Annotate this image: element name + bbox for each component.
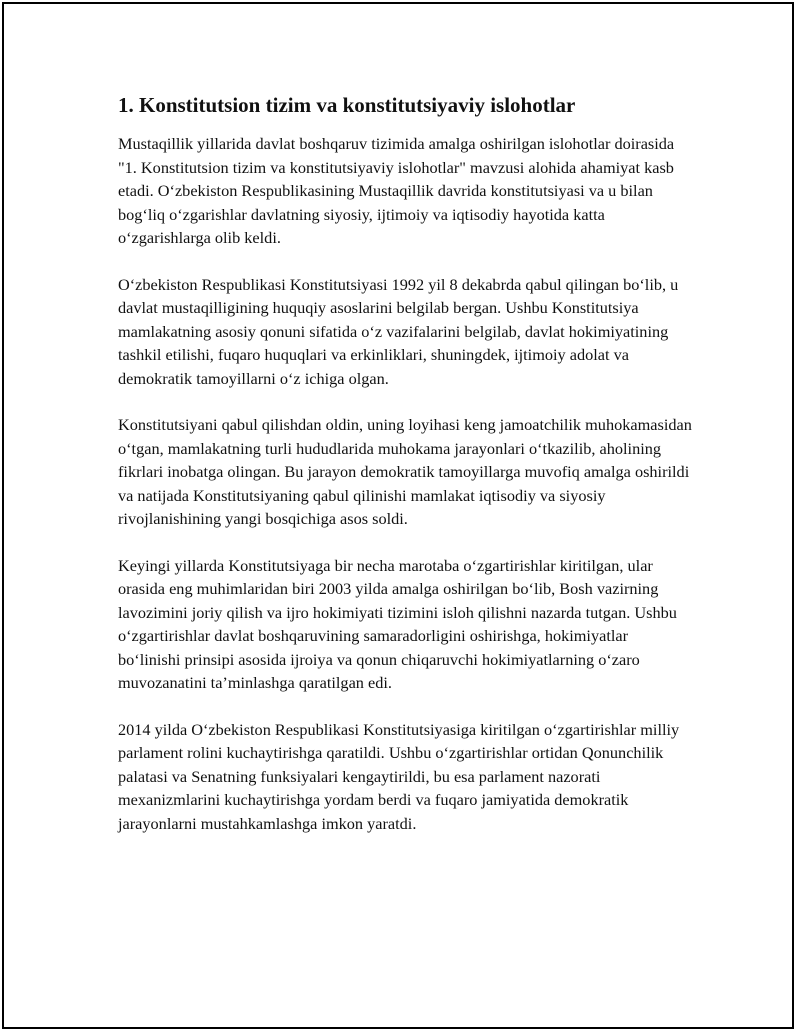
document-body xyxy=(118,92,693,858)
paragraph-5: 2014 yilda O‘zbekiston Respublikasi Konstitutsiyasiga kiritilgan o‘zgartirishlar milliy parlament rolini kuchaytirishga qaratildi. Ushbu o‘zgartirishlar ortidan Qonunchilik palatasi va Senatning funksiyalari kengaytirildi, bu esa parlament nazorati mexanizmlarini kuchaytirishga yordam berdi va fuqaro jamiyatida demokratik jarayonlarni mustahkamlashga imkon yaratdi. xyxy=(118,719,680,833)
paragraph-1: Mustaqillik yillarida davlat boshqaruv tizimida amalga oshirilgan islohotlar doirasida "1. Konstitutsion tizim va konstitutsiyaviy islohotlar" mavzusi alohida ahamiyat kasb etadi. O‘zbekiston Respublikasining Mustaqillik davrida konstitutsiyasi va u bilan bog‘liq o‘zgarishlar davlatning siyosiy, ijtimoiy va iqtisodiy hayotida katta o‘zgarishlarga olib keldi. xyxy=(118,134,675,247)
paragraph-2: O‘zbekiston Respublikasi Konstitutsiyasi 1992 yil 8 dekabrda qabul qilingan bo‘lib, u davlat mustaqilligining huquqiy asoslarini belgilab bergan. Ushbu Konstitutsiya mamlakatning asosiy qonuni sifatida o‘z vazifalarini belgilab, davlat hokimiyatining tashkil etilishi, fuqaro huquqlari va erkinliklari, shuningdek, ijtimoiy adolat va demokratik tamoyillarni o‘z ichiga olgan. xyxy=(118,274,679,388)
paragraph-4: Keyingi yillarda Konstitutsiyaga bir necha marotaba o‘zgartirishlar kiritilgan, ular orasida eng muhimlaridan biri 2003 yilda amalga oshirilgan bo‘lib, Bosh vazirning lavozimini joriy qilish va ijro hokimiyati tizimini isloh qilishni nazarda tutgan. Ushbu o‘zgartirishlar davlat boshqaruvining samaradorligini oshirishga, hokimiyatlar bo‘linishi prinsipi asosida ijroiya va qonun chiqaruvchi hokimiyatlarning o‘zaro muvozanatini ta’minlashga qaratilgan edi. xyxy=(118,555,677,692)
paragraph-3: Konstitutsiyani qabul qilishdan oldin, uning loyihasi keng jamoatchilik muhokamasidan o‘tgan, mamlakatning turli hududlarida muhokama jarayonlari o‘tkazilib, aholining fikrlari inobatga olingan. Bu jarayon demokratik tamoyillarga muvofiq amalga oshirildi va natijada Konstitutsiyaning qabul qilinishi mamlakat iqtisodiy va siyosiy rivojlanishining yangi bosqichiga asos soldi. xyxy=(118,415,692,528)
document-title: 1. Konstitutsion tizim va konstitutsiyaviy islohotlar xyxy=(118,93,576,117)
